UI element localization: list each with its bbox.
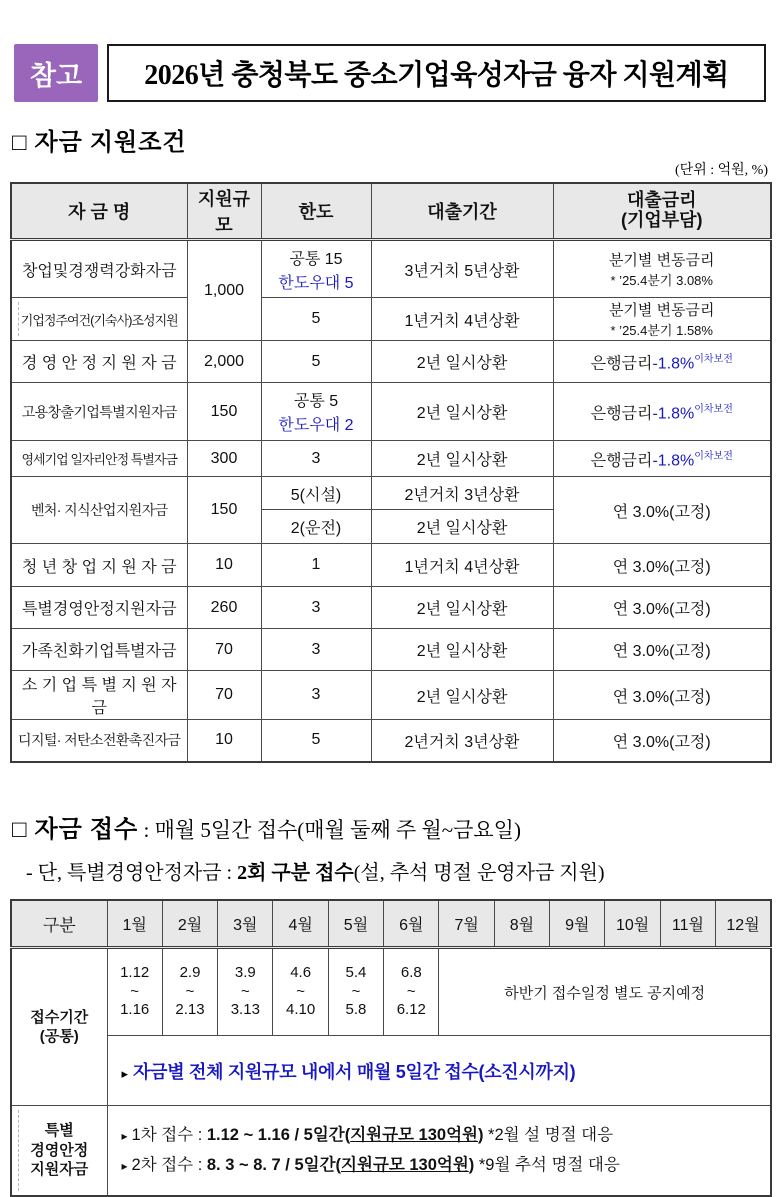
cell-month-period [328, 948, 383, 1036]
reception-schedule-table [10, 899, 772, 1197]
table-row [11, 298, 771, 341]
subnote-suffix: (설, 추석 명절 운영자금 지원) [353, 861, 605, 884]
section1-heading: □ 자금 지원조건 [12, 130, 187, 156]
cell-rate: 연 3.0%(고정) [553, 477, 771, 544]
col-header-month: 2월 [162, 900, 217, 948]
cell-second-half-note: 하반기 접수일정 별도 공지예정 [439, 948, 771, 1036]
limit-preferred: 한도우대 5 [278, 274, 354, 292]
table-row [11, 1036, 771, 1106]
cell-fund-name: 영세기업 일자리안정 특별자금 [11, 441, 187, 477]
table-row [11, 383, 771, 441]
cell-period: 2년거치 3년상환 [371, 477, 553, 510]
rate-discount: -1.8% [652, 405, 695, 423]
subnote-bold: 2회 구분 접수 [237, 861, 354, 884]
cell-fund-name: 청 년 창 업 지 원 자 금 [11, 544, 187, 587]
table-row [11, 948, 771, 1036]
cell-special-schedule [107, 1106, 771, 1196]
cell-fund-name: 창업및경쟁력강화자금 [11, 240, 187, 298]
period-tilde: ~ [185, 982, 195, 1000]
line-suffix: *2월 설 명절 대응 [483, 1125, 614, 1144]
cell-rate: 연 3.0%(고정) [553, 544, 771, 587]
cell-period: 2년 일시상환 [371, 341, 553, 383]
cell-fund-name: 특별경영안정지원자금 [11, 587, 187, 629]
cell-month-period [218, 948, 273, 1036]
period-end: 5.8 [345, 1001, 367, 1019]
cell-scale: 70 [187, 671, 261, 720]
table-row [11, 544, 771, 587]
rate-note: 이차보전 [694, 353, 733, 365]
line-underline: 지원규모 130억원 [350, 1125, 478, 1144]
period-end: 6.12 [396, 1001, 426, 1019]
period-tilde: ~ [130, 982, 140, 1000]
cell-rate [553, 298, 771, 341]
limit-preferred: 한도우대 2 [278, 417, 354, 434]
col-header-month: 4월 [273, 900, 328, 948]
rate-discount: -1.8% [652, 355, 695, 373]
document-header [14, 44, 766, 102]
label-line2: 경영안정 [30, 1141, 89, 1159]
period-tilde: ~ [351, 982, 361, 1000]
cell-fund-name: 고용창출기업특별지원자금 [11, 383, 187, 441]
subnote-prefix: - 단, 특별경영안정자금 : [26, 861, 238, 884]
cell-limit: 1 [261, 544, 371, 587]
rate-line1: 분기별 변동금리 [608, 302, 715, 319]
cell-scale: 70 [187, 629, 261, 671]
label-line1: 특별 [44, 1122, 74, 1139]
cell-scale: 1,000 [187, 240, 261, 341]
rate-line1: 분기별 변동금리 [608, 252, 715, 269]
col-header-category: 구분 [11, 900, 107, 948]
col-header-month: 5월 [328, 900, 383, 948]
cell-limit: 3 [261, 671, 371, 720]
cell-period: 2년 일시상환 [371, 671, 553, 720]
period-start: 5.4 [345, 963, 367, 981]
period-start: 1.12 [120, 963, 150, 981]
section2-title-rest: : 매월 5일간 접수(매월 둘째 주 월~금요일) [138, 817, 521, 842]
fund-conditions-table [10, 182, 772, 763]
cell-limit: 5 [261, 298, 371, 341]
col-header-month: 1월 [107, 900, 162, 948]
col-header-month: 8월 [494, 900, 549, 948]
cell-limit: 3 [261, 629, 371, 671]
cell-month-period [162, 948, 217, 1036]
cell-scale: 2,000 [187, 341, 261, 383]
blue-note-text: 자금별 전체 지원규모 내에서 매월 5일간 접수(소진시까지) [133, 1061, 576, 1082]
special-line-1 [122, 1120, 764, 1151]
period-end: 1.16 [120, 1001, 150, 1019]
table-row [11, 671, 771, 720]
cell-period: 2년 일시상환 [371, 587, 553, 629]
col-header-month: 12월 [716, 900, 771, 948]
cell-row-label-special [11, 1106, 107, 1196]
unit-note: (단위 : 억원, %) [675, 163, 768, 178]
table-row [11, 341, 771, 383]
cell-limit: 5(시설) [261, 477, 371, 510]
cell-limit: 5 [261, 720, 371, 762]
col-header-period: 대출기간 [371, 183, 553, 240]
col-header-month: 10월 [605, 900, 660, 948]
line-prefix: 1차 접수 : [131, 1125, 207, 1144]
cell-fund-name: 벤처· 지식산업지원자금 [11, 477, 187, 544]
period-tilde: ~ [406, 982, 416, 1000]
table-row [11, 587, 771, 629]
cell-rate: 연 3.0%(고정) [553, 671, 771, 720]
cell-month-period [107, 948, 162, 1036]
cell-scale: 10 [187, 720, 261, 762]
col-header-month: 9월 [550, 900, 605, 948]
cell-rate: 연 3.0%(고정) [553, 629, 771, 671]
col-header-month: 11월 [660, 900, 715, 948]
cell-period: 2년 일시상환 [371, 383, 553, 441]
cell-month-period [384, 948, 439, 1036]
cell-scale: 150 [187, 383, 261, 441]
label-line3: 지원자금 [30, 1161, 89, 1178]
col-header-month: 7월 [439, 900, 494, 948]
cell-period: 2년 일시상환 [371, 510, 553, 544]
cell-period: 2년 일시상환 [371, 629, 553, 671]
rate-line2: * ’25.4분기 3.08% [610, 273, 713, 288]
cell-scale: 150 [187, 477, 261, 544]
rate-base: 은행금리 [590, 405, 653, 423]
cell-fund-name: 경 영 안 정 지 원 자 금 [11, 341, 187, 383]
line-suffix: *9월 추석 명절 대응 [474, 1156, 620, 1175]
table-row [11, 629, 771, 671]
cell-limit: 3 [261, 587, 371, 629]
col-header-month: 6월 [384, 900, 439, 948]
section2-heading-block [12, 809, 770, 885]
fund-table-header [11, 183, 771, 240]
sub-item-dash [18, 302, 19, 336]
period-end: 3.13 [230, 1001, 260, 1019]
period-tilde: ~ [296, 982, 306, 1000]
period-tilde: ~ [240, 982, 250, 1000]
cell-fund-name: 디지털· 저탄소전환촉진자금 [11, 720, 187, 762]
section2-subnote [26, 856, 770, 885]
rate-base: 은행금리 [590, 355, 653, 373]
cell-scale: 260 [187, 587, 261, 629]
cell-limit [261, 383, 371, 441]
cell-blue-note [107, 1036, 771, 1106]
cell-limit: 3 [261, 441, 371, 477]
cell-scale: 10 [187, 544, 261, 587]
cell-limit: 5 [261, 341, 371, 383]
line-bold-close: ) [468, 1156, 475, 1175]
cell-rate [553, 383, 771, 441]
period-start: 2.9 [179, 963, 201, 981]
cell-rate [553, 341, 771, 383]
cell-period: 1년거치 4년상환 [371, 544, 553, 587]
cell-fund-name: 소 기 업 특 별 지 원 자 금 [11, 671, 187, 720]
cell-fund-name-sub [11, 298, 187, 341]
rate-discount: -1.8% [652, 452, 695, 470]
rate-base: 은행금리 [590, 452, 653, 470]
period-end: 4.10 [286, 1001, 316, 1019]
rate-note: 이차보전 [694, 450, 733, 462]
period-end: 2.13 [175, 1001, 205, 1019]
line-bold: 8. 3 ~ 8. 7 / 5일간( [206, 1156, 342, 1175]
period-start: 4.6 [290, 963, 312, 981]
col-header-rate [553, 183, 771, 240]
table-row [11, 477, 771, 510]
reference-badge: 참고 [14, 44, 98, 102]
cell-rate [553, 441, 771, 477]
label-line2: (공통) [39, 1028, 79, 1045]
sub-item-dash [18, 1110, 19, 1191]
line-underline: 지원규모 130억원 [341, 1156, 469, 1175]
schedule-table-header [11, 900, 771, 948]
triangle-bullet-icon: ▸ [121, 1159, 128, 1174]
cell-fund-name: 가족친화기업특별자금 [11, 629, 187, 671]
cell-scale: 300 [187, 441, 261, 477]
triangle-bullet-icon: ▸ [121, 1128, 128, 1143]
table-row [11, 1106, 771, 1196]
table-row [11, 240, 771, 298]
col-header-scale: 지원규모 [187, 183, 261, 240]
fund-name-text: 기업정주여건(기숙사)조성지원 [20, 312, 178, 328]
col-header-rate-line2: (기업부담) [620, 210, 703, 230]
line-prefix: 2차 접수 : [131, 1156, 207, 1175]
cell-rate: 연 3.0%(고정) [553, 587, 771, 629]
cell-rate [553, 240, 771, 298]
cell-row-label-common [11, 948, 107, 1106]
rate-line2: * ’25.4분기 1.58% [610, 323, 713, 338]
cell-limit: 2(운전) [261, 510, 371, 544]
cell-period: 1년거치 4년상환 [371, 298, 553, 341]
period-start: 3.9 [234, 963, 256, 981]
page-title: 2026년 충청북도 중소기업육성자금 융자 지원계획 [107, 44, 766, 102]
limit-common: 공통 15 [289, 250, 343, 268]
col-header-rate-line1: 대출금리 [626, 190, 697, 211]
period-start: 6.8 [400, 963, 422, 981]
table-row [11, 441, 771, 477]
rate-note: 이차보전 [694, 403, 733, 415]
cell-period: 2년 일시상환 [371, 441, 553, 477]
cell-rate: 연 3.0%(고정) [553, 720, 771, 762]
cell-month-period [273, 948, 328, 1036]
section2-heading [12, 809, 770, 844]
col-header-month: 3월 [218, 900, 273, 948]
col-header-fund-name: 자 금 명 [11, 183, 187, 240]
cell-period: 2년거치 3년상환 [371, 720, 553, 762]
special-line-2 [122, 1150, 764, 1181]
line-bold: 1.12 ~ 1.16 / 5일간( [206, 1125, 351, 1144]
col-header-limit: 한도 [261, 183, 371, 240]
limit-common: 공통 5 [293, 393, 339, 410]
cell-limit [261, 240, 371, 298]
table-row [11, 720, 771, 762]
line-bold-close: ) [477, 1125, 484, 1144]
cell-period: 3년거치 5년상환 [371, 240, 553, 298]
label-line1: 접수기간 [30, 1008, 89, 1026]
section2-title: □ 자금 접수 [12, 816, 139, 843]
triangle-bullet-icon: ▸ [121, 1065, 129, 1081]
